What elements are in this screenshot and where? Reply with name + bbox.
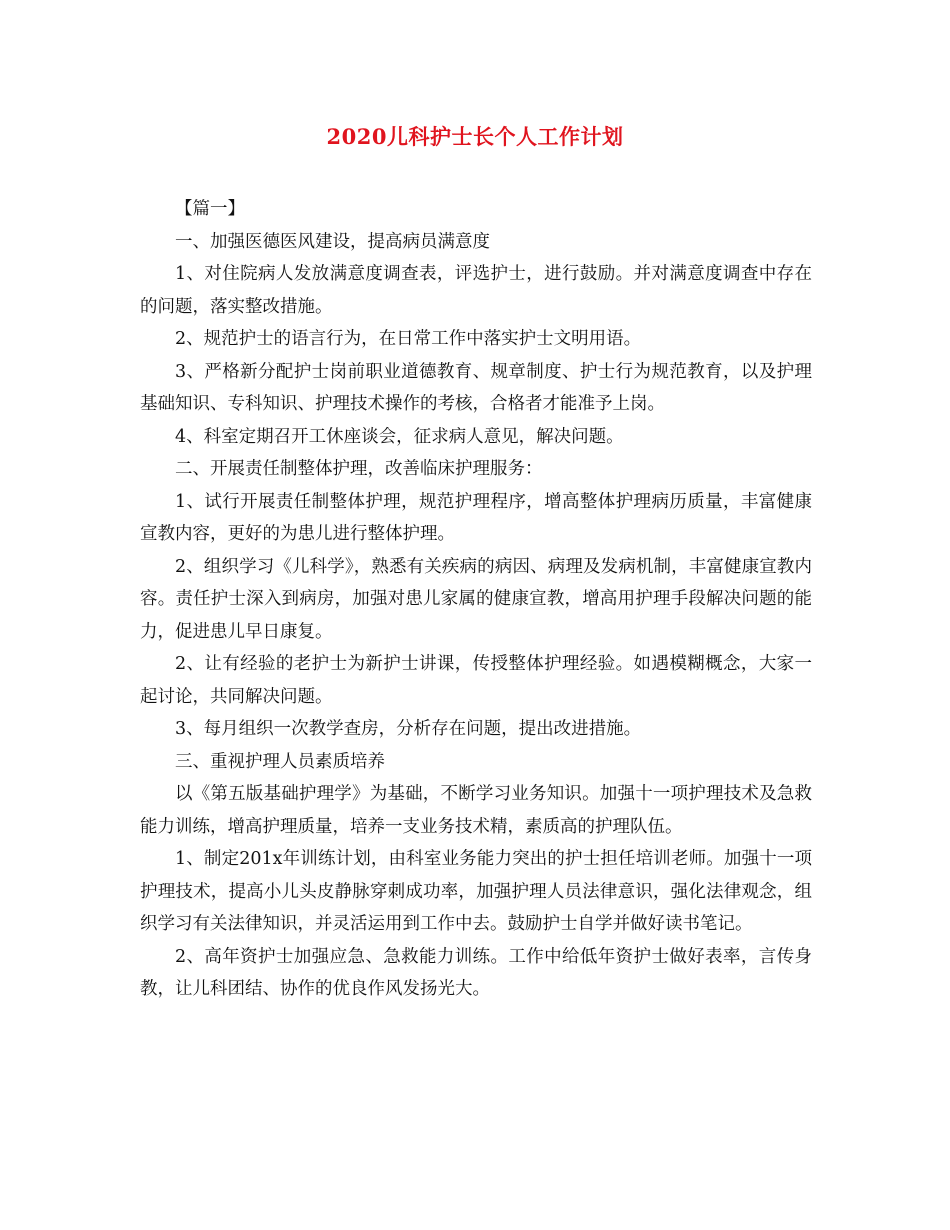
section-heading-1: 一、加强医德医风建设，提高病员满意度 xyxy=(175,231,490,252)
paragraph: 2、规范护士的语言行为，在日常工作中落实护士文明用语。 xyxy=(175,329,642,349)
paragraph: 1、对住院病人发放满意度调查表，评选护士，进行鼓励。并对满意度调查中存在的问题，落实整改措施。 xyxy=(140,264,812,317)
section-heading-3: 三、重视护理人员素质培养 xyxy=(175,751,385,772)
paragraph: 以《第五版基础护理学》为基础，不断学习业务知识。加强十一项护理技术及急救能力训练，增高护理质量，培养一支业务技术精，素质高的护理队伍。 xyxy=(140,784,812,837)
section-heading-2: 二、开展责任制整体护理，改善临床护理服务： xyxy=(175,459,543,479)
paragraph: 4、科室定期召开工休座谈会，征求病人意见，解决问题。 xyxy=(175,426,624,447)
document-title: 2020儿科护士长个人工作计划 xyxy=(326,124,624,149)
paragraph: 2、组织学习《儿科学》，熟悉有关疾病的病因、病理及发病机制，丰富健康宣教内容。责任护士深入到病房，加强对患儿家属的健康宣教，增高用护理手段解决问题的能力，促进患儿早日康复。 xyxy=(140,556,812,642)
paragraph: 1、制定201x年训练计划，由科室业务能力突出的护士担任培训老师。加强十一项护理技术，提高小儿头皮静脉穿刺成功率，加强护理人员法律意识，强化法律观念，组织学习有关法律知识，并灵活运用到工作中去。鼓励护士自学并做好读书笔记。 xyxy=(140,849,812,934)
paragraph: 2、高年资护士加强应急、急救能力训练。工作中给低年资护士做好表率，言传身教，让儿科团结、协作的优良作风发扬光大。 xyxy=(140,946,812,999)
paragraph: 1、试行开展责任制整体护理，规范护理程序，增高整体护理病历质量，丰富健康宣教内容，更好的为患儿进行整体护理。 xyxy=(140,491,812,544)
document-body xyxy=(140,193,812,1006)
section-marker: 【篇一】 xyxy=(175,199,245,219)
paragraph: 3、每月组织一次教学查房，分析存在问题，提出改进措施。 xyxy=(175,719,642,739)
paragraph: 2、让有经验的老护士为新护士讲课，传授整体护理经验。如遇模糊概念，大家一起讨论，共同解决问题。 xyxy=(140,654,812,707)
paragraph: 3、严格新分配护士岗前职业道德教育、规章制度、护士行为规范教育，以及护理基础知识、专科知识、护理技术操作的考核，合格者才能准予上岗。 xyxy=(140,361,812,414)
